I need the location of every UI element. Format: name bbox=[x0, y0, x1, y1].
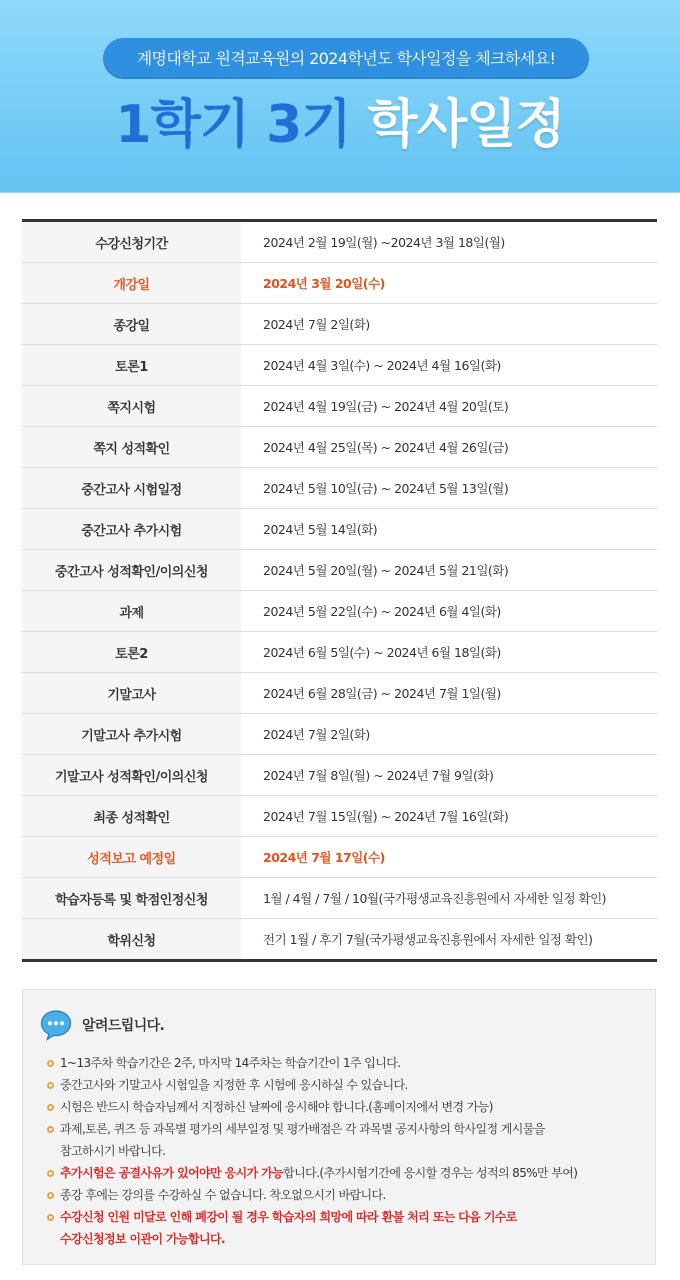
schedule-value: 2024년 7월 2일(화) bbox=[241, 304, 657, 345]
schedule-value: 1월 / 4월 / 7월 / 10월(국가평생교육진흥원에서 자세한 일정 확인) bbox=[241, 878, 657, 919]
schedule-value: 2024년 6월 28일(금) ~ 2024년 7월 1일(월) bbox=[241, 673, 657, 714]
schedule-row bbox=[22, 632, 657, 673]
schedule-table bbox=[22, 219, 657, 962]
schedule-row bbox=[22, 878, 657, 919]
schedule-row bbox=[22, 263, 657, 304]
schedule-label: 개강일 bbox=[22, 263, 241, 304]
schedule-label: 최종 성적확인 bbox=[22, 796, 241, 837]
notice-item bbox=[47, 1184, 649, 1206]
schedule-label: 학습자등록 및 학점인정신청 bbox=[22, 878, 241, 919]
notice-item bbox=[47, 1206, 649, 1250]
notice-title: 알려드립니다. bbox=[82, 1018, 165, 1034]
notice-box bbox=[22, 989, 656, 1265]
schedule-value: 2024년 5월 20일(월) ~ 2024년 5월 21일(화) bbox=[241, 550, 657, 591]
schedule-label: 쪽지시험 bbox=[22, 386, 241, 427]
schedule-label: 중간고사 시험일정 bbox=[22, 468, 241, 509]
schedule-label: 과제 bbox=[22, 591, 241, 632]
bullet-icon bbox=[47, 1214, 54, 1221]
notice-emphasis: 추가시험은 공결사유가 있어야만 응시가 가능 bbox=[60, 1166, 284, 1180]
schedule-label: 중간고사 추가시험 bbox=[22, 509, 241, 550]
schedule-value: 2024년 7월 15일(월) ~ 2024년 7월 16일(화) bbox=[241, 796, 657, 837]
schedule-label: 기말고사 bbox=[22, 673, 241, 714]
schedule-row bbox=[22, 221, 657, 263]
notice-item bbox=[47, 1052, 649, 1074]
schedule-value: 2024년 6월 5일(수) ~ 2024년 6월 18일(화) bbox=[241, 632, 657, 673]
notice-item bbox=[47, 1074, 649, 1096]
schedule-value: 2024년 3월 20일(수) bbox=[241, 263, 657, 304]
notice-text: 합니다.(추가시험기간에 응시할 경우는 성적의 85%만 부여) bbox=[283, 1166, 578, 1180]
schedule-value: 2024년 4월 19일(금) ~ 2024년 4월 20일(토) bbox=[241, 386, 657, 427]
schedule-value: 2024년 7월 8일(월) ~ 2024년 7월 9일(화) bbox=[241, 755, 657, 796]
banner-subtitle: 계명대학교 원격교육원의 2024학년도 학사일정을 체크하세요! bbox=[103, 38, 589, 79]
speech-bubble-icon bbox=[39, 1008, 73, 1042]
notice-text: 수강신청 인원 미달로 인해 폐강이 될 경우 학습자의 희망에 따라 환불 처리 또는 다음 기수로 수강신청정보 이관이 가능합니다. bbox=[60, 1210, 517, 1246]
schedule-row bbox=[22, 345, 657, 386]
bullet-icon bbox=[47, 1192, 54, 1199]
notice-text: 1~13주차 학습기간은 2주, 마지막 14주차는 학습기간이 1주 입니다. bbox=[60, 1056, 401, 1070]
schedule-label: 종강일 bbox=[22, 304, 241, 345]
notice-text: 시험은 반드시 학습자님께서 지정하신 날짜에 응시해야 합니다.(홈페이지에서 변경 가능) bbox=[60, 1100, 493, 1114]
schedule-value: 2024년 7월 2일(화) bbox=[241, 714, 657, 755]
page-title-term: 1학기 3기 bbox=[115, 95, 351, 155]
schedule-value: 2024년 5월 14일(화) bbox=[241, 509, 657, 550]
notice-text: 과제,토론, 퀴즈 등 과목별 평가의 세부일정 및 평가배점은 각 과목별 공지사항의 학사일정 게시물을 참고하시기 바랍니다. bbox=[60, 1122, 545, 1158]
schedule-row bbox=[22, 304, 657, 345]
schedule-row bbox=[22, 755, 657, 796]
notice-header bbox=[39, 1008, 164, 1042]
notice-text: 중간고사와 기말고사 시험일을 지정한 후 시험에 응시하실 수 있습니다. bbox=[60, 1078, 408, 1092]
schedule-row bbox=[22, 796, 657, 837]
notice-list bbox=[47, 1052, 649, 1250]
bullet-icon bbox=[47, 1126, 54, 1133]
schedule-value: 2024년 2월 19일(월) ~2024년 3월 18일(월) bbox=[241, 221, 657, 263]
schedule-label: 성적보고 예정일 bbox=[22, 837, 241, 878]
bullet-icon bbox=[47, 1170, 54, 1177]
schedule-label: 토론1 bbox=[22, 345, 241, 386]
bullet-icon bbox=[47, 1082, 54, 1089]
schedule-value: 2024년 5월 10일(금) ~ 2024년 5월 13일(월) bbox=[241, 468, 657, 509]
schedule-label: 기말고사 성적확인/이의신청 bbox=[22, 755, 241, 796]
notice-item bbox=[47, 1118, 649, 1162]
notice-item bbox=[47, 1096, 649, 1118]
schedule-row bbox=[22, 919, 657, 961]
schedule-label: 중간고사 성적확인/이의신청 bbox=[22, 550, 241, 591]
bullet-icon bbox=[47, 1104, 54, 1111]
schedule-label: 수강신청기간 bbox=[22, 221, 241, 263]
notice-text: 종강 후에는 강의를 수강하실 수 없습니다. 착오없으시기 바랍니다. bbox=[60, 1188, 386, 1202]
schedule-value: 전기 1월 / 후기 7월(국가평생교육진흥원에서 자세한 일정 확인) bbox=[263, 932, 593, 947]
notice-item bbox=[47, 1162, 649, 1184]
schedule-row bbox=[22, 509, 657, 550]
schedule-value: 2024년 7월 17일(수) bbox=[241, 837, 657, 878]
schedule-value: 2024년 5월 22일(수) ~ 2024년 6월 4일(화) bbox=[241, 591, 657, 632]
bullet-icon bbox=[47, 1060, 54, 1067]
schedule-label: 토론2 bbox=[22, 632, 241, 673]
schedule-row bbox=[22, 550, 657, 591]
page-title bbox=[0, 90, 680, 160]
header-banner bbox=[0, 0, 680, 193]
schedule-value: 2024년 4월 3일(수) ~ 2024년 4월 16일(화) bbox=[241, 345, 657, 386]
schedule-row bbox=[22, 837, 657, 878]
schedule-row bbox=[22, 386, 657, 427]
schedule-row bbox=[22, 714, 657, 755]
schedule-row bbox=[22, 427, 657, 468]
schedule-label: 기말고사 추가시험 bbox=[22, 714, 241, 755]
schedule-row bbox=[22, 468, 657, 509]
schedule-row bbox=[22, 673, 657, 714]
schedule-value: 2024년 4월 25일(목) ~ 2024년 4월 26일(금) bbox=[241, 427, 657, 468]
schedule-row bbox=[22, 591, 657, 632]
schedule-label: 쪽지 성적확인 bbox=[22, 427, 241, 468]
page-title-schedule: 학사일정 bbox=[367, 95, 565, 155]
schedule-label: 학위신청 bbox=[22, 919, 241, 961]
